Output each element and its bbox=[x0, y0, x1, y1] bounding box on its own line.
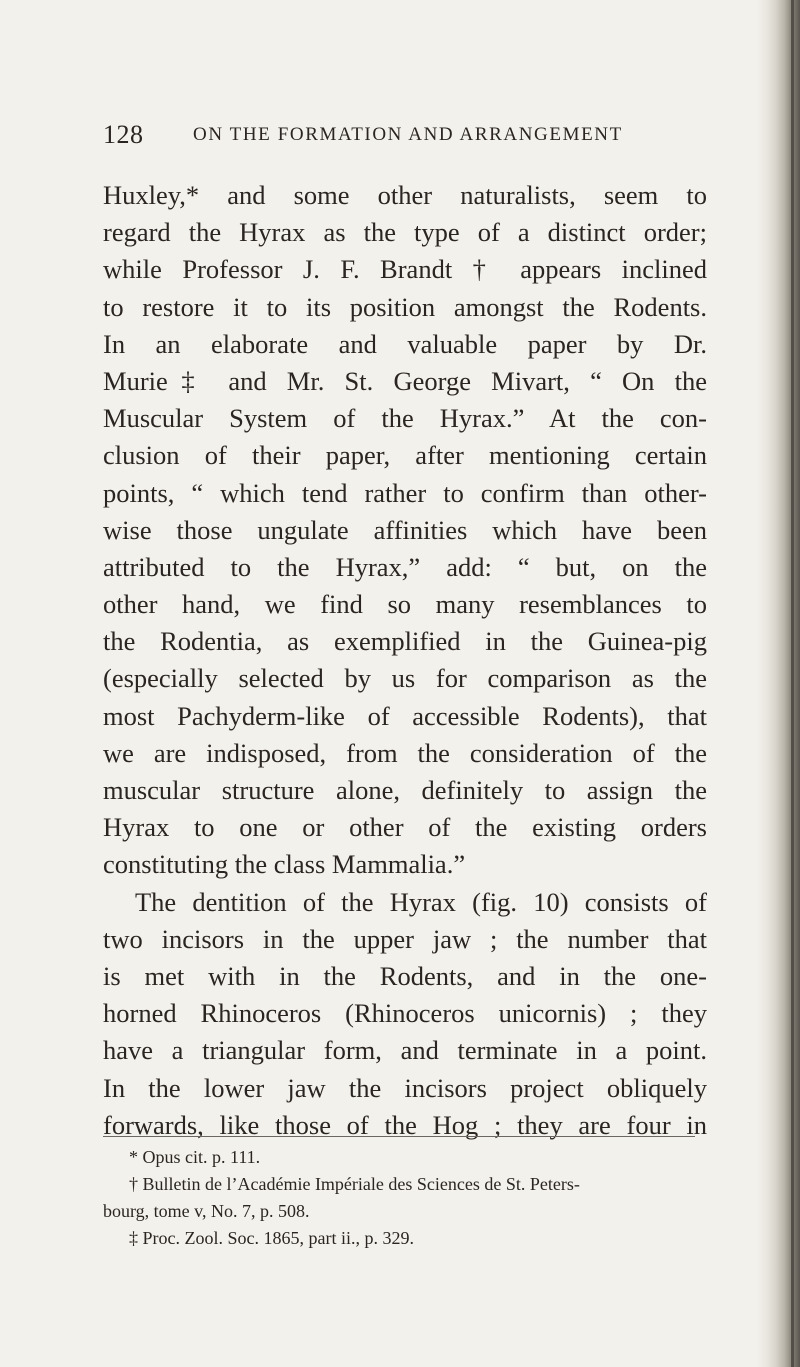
body-line: forwards, like those of the Hog ; they are four in bbox=[103, 1109, 707, 1140]
body-line: regard the Hyrax as the type of a distinct order; bbox=[103, 217, 707, 248]
page-number: 128 bbox=[103, 120, 144, 149]
footnote-divider bbox=[103, 1136, 695, 1137]
footnote-line: bourg, tome v, No. 7, p. 508. bbox=[103, 1201, 310, 1221]
footnote-line: † Bulletin de l’Académie Impériale des Sciences de St. Peters- bbox=[129, 1174, 580, 1194]
body-line: two incisors in the upper jaw ; the number that bbox=[103, 923, 707, 954]
body-line: Murie‡ and Mr. St. George Mivart, “ On the bbox=[103, 365, 707, 396]
running-head: ON THE FORMATION AND ARRANGEMENT bbox=[193, 124, 623, 145]
body-text bbox=[103, 177, 707, 1144]
body-line: Hyrax to one or other of the existing orders bbox=[103, 812, 707, 843]
body-line: (especially selected by us for comparison as the bbox=[103, 663, 707, 694]
body-line: clusion of their paper, after mentioning certain bbox=[103, 440, 707, 471]
page-header bbox=[103, 120, 703, 150]
body-line: have a triangular form, and terminate in a point. bbox=[103, 1035, 707, 1066]
body-line: In the lower jaw the incisors project obliquely bbox=[103, 1072, 707, 1103]
page-edge-shadow bbox=[756, 0, 800, 1367]
body-line: most Pachyderm-like of accessible Rodents), that bbox=[103, 700, 707, 731]
body-line: while Professor J. F. Brandt † appears inclined bbox=[103, 254, 707, 285]
body-line: wise those ungulate affinities which have been bbox=[103, 514, 707, 545]
footnotes bbox=[103, 1144, 703, 1252]
body-line: the Rodentia, as exemplified in the Guinea-pig bbox=[103, 626, 707, 657]
body-line: The dentition of the Hyrax (fig. 10) consists of bbox=[135, 886, 707, 917]
footnote-line: ‡ Proc. Zool. Soc. 1865, part ii., p. 329. bbox=[129, 1228, 414, 1248]
body-line: points, “ which tend rather to confirm than other- bbox=[103, 477, 707, 508]
body-line: other hand, we find so many resemblances to bbox=[103, 589, 707, 620]
body-line: Huxley,* and some other naturalists, seem to bbox=[103, 180, 707, 210]
body-line: attributed to the Hyrax,” add: “ but, on the bbox=[103, 551, 707, 582]
body-line: constituting the class Mammalia.” bbox=[103, 849, 466, 880]
footnote-line: * Opus cit. p. 111. bbox=[129, 1147, 261, 1167]
body-line: is met with in the Rodents, and in the one- bbox=[103, 960, 707, 991]
body-line: Muscular System of the Hyrax.” At the con- bbox=[103, 403, 707, 434]
body-line: horned Rhinoceros (Rhinoceros unicornis) ; they bbox=[103, 998, 707, 1029]
body-line: we are indisposed, from the consideration of the bbox=[103, 737, 707, 768]
body-line: muscular structure alone, definitely to assign the bbox=[103, 775, 707, 805]
body-line: In an elaborate and valuable paper by Dr. bbox=[103, 328, 707, 359]
body-line: to restore it to its position amongst the Rodents. bbox=[103, 291, 707, 322]
